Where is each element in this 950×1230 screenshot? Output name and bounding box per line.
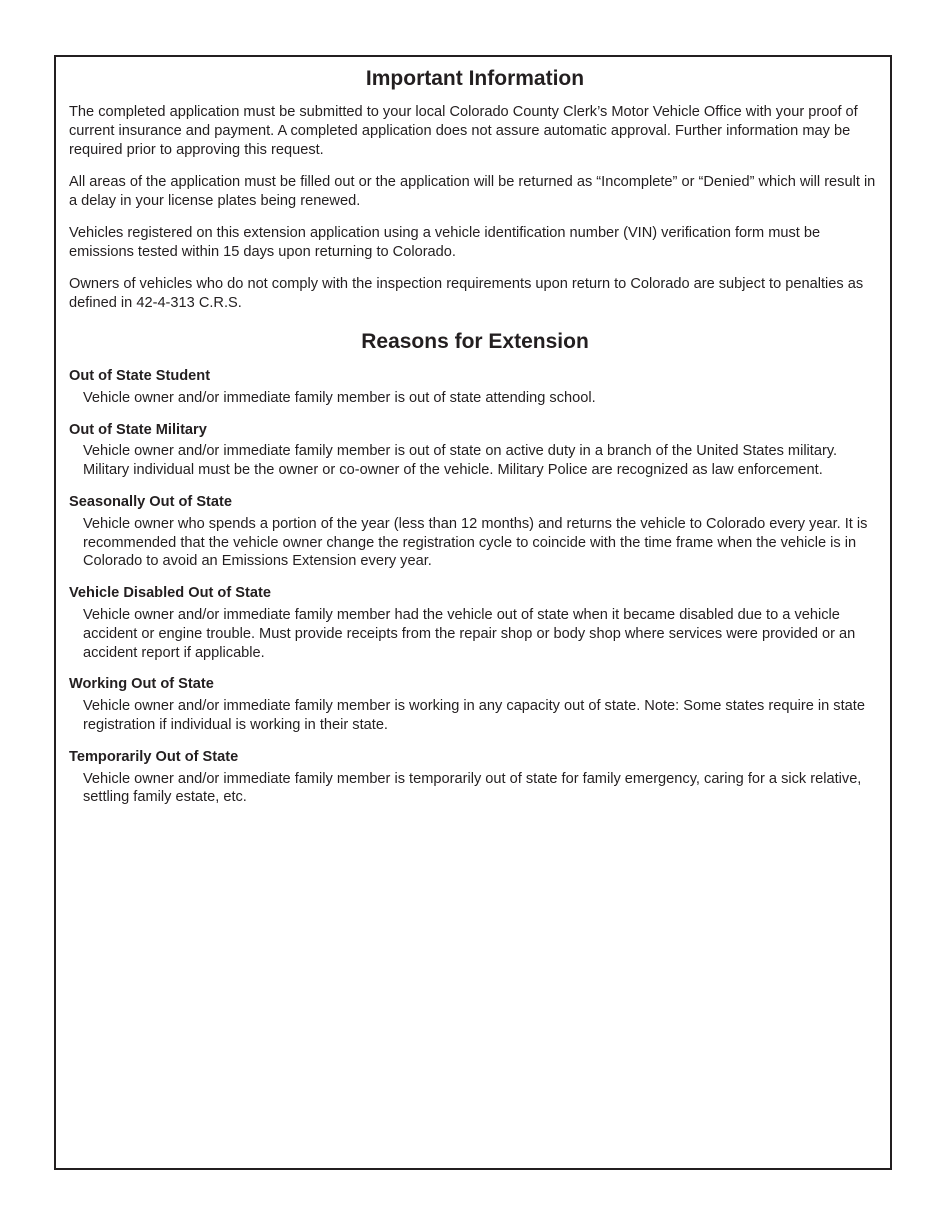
reason-title: Working Out of State [69, 676, 214, 693]
reason-out-of-state-student [69, 367, 881, 408]
reason-title: Out of State Military [69, 421, 207, 438]
reason-description: Vehicle owner and/or immediate family member had the vehicle out of state when it became disabled due to a vehicle accident or engine trouble. Must provide receipts from the repair shop or body shop where services were provided or an accident report if applicable. [83, 606, 856, 661]
important-paragraph-1: The completed application must be submitted to your local Colorado County Clerk’s Motor Vehicle Office with your proof of current insurance and payment. A completed application does not assure automatic approval. Further information may be required prior to approving this request. [69, 104, 858, 158]
reason-temporarily-out-of-state [69, 748, 881, 807]
document-content [69, 66, 881, 820]
important-information-heading: Important Information [365, 67, 585, 90]
reason-title: Temporarily Out of State [69, 748, 239, 765]
reason-description: Vehicle owner who spends a portion of the year (less than 12 months) and returns the vehicle to Colorado every year. It is recommended that the vehicle owner change the registration cycle to coincide with the time frame when the vehicle is in Colorado to avoid an Emissions Extension every year. [83, 515, 868, 570]
reasons-for-extension-heading: Reasons for Extension [361, 329, 589, 353]
reason-working-out-of-state [69, 675, 881, 734]
reason-title: Seasonally Out of State [69, 493, 233, 510]
reason-description: Vehicle owner and/or immediate family member is out of state on active duty in a branch of the United States military. Military individual must be the owner or co-owner of the vehicle. Military Police are recognized as law enforcement. [83, 443, 838, 479]
reason-out-of-state-military [69, 421, 881, 480]
reason-description: Vehicle owner and/or immediate family member is temporarily out of state for family emergency, caring for a sick relative, settling family estate, etc. [83, 770, 862, 806]
important-paragraph-4: Owners of vehicles who do not comply with the inspection requirements upon return to Colorado are subject to penalties as defined in 42-4-313 C.R.S. [69, 276, 864, 312]
reason-vehicle-disabled-out-of-state [69, 584, 881, 662]
reason-title: Vehicle Disabled Out of State [69, 585, 271, 602]
reason-description: Vehicle owner and/or immediate family member is working in any capacity out of state. Note: Some states require in state registration if individual is working in their state. [83, 698, 865, 733]
important-paragraph-3: Vehicles registered on this extension application using a vehicle identification number (VIN) verification form must be emissions tested within 15 days upon returning to Colorado. [69, 225, 821, 260]
important-paragraph-2: All areas of the application must be filled out or the application will be returned as “Incomplete” or “Denied” which will result in a delay in your license plates being renewed. [69, 173, 876, 209]
reason-description: Vehicle owner and/or immediate family member is out of state attending school. [83, 389, 596, 406]
reason-title: Out of State Student [69, 367, 211, 384]
reason-seasonally-out-of-state [69, 493, 881, 571]
